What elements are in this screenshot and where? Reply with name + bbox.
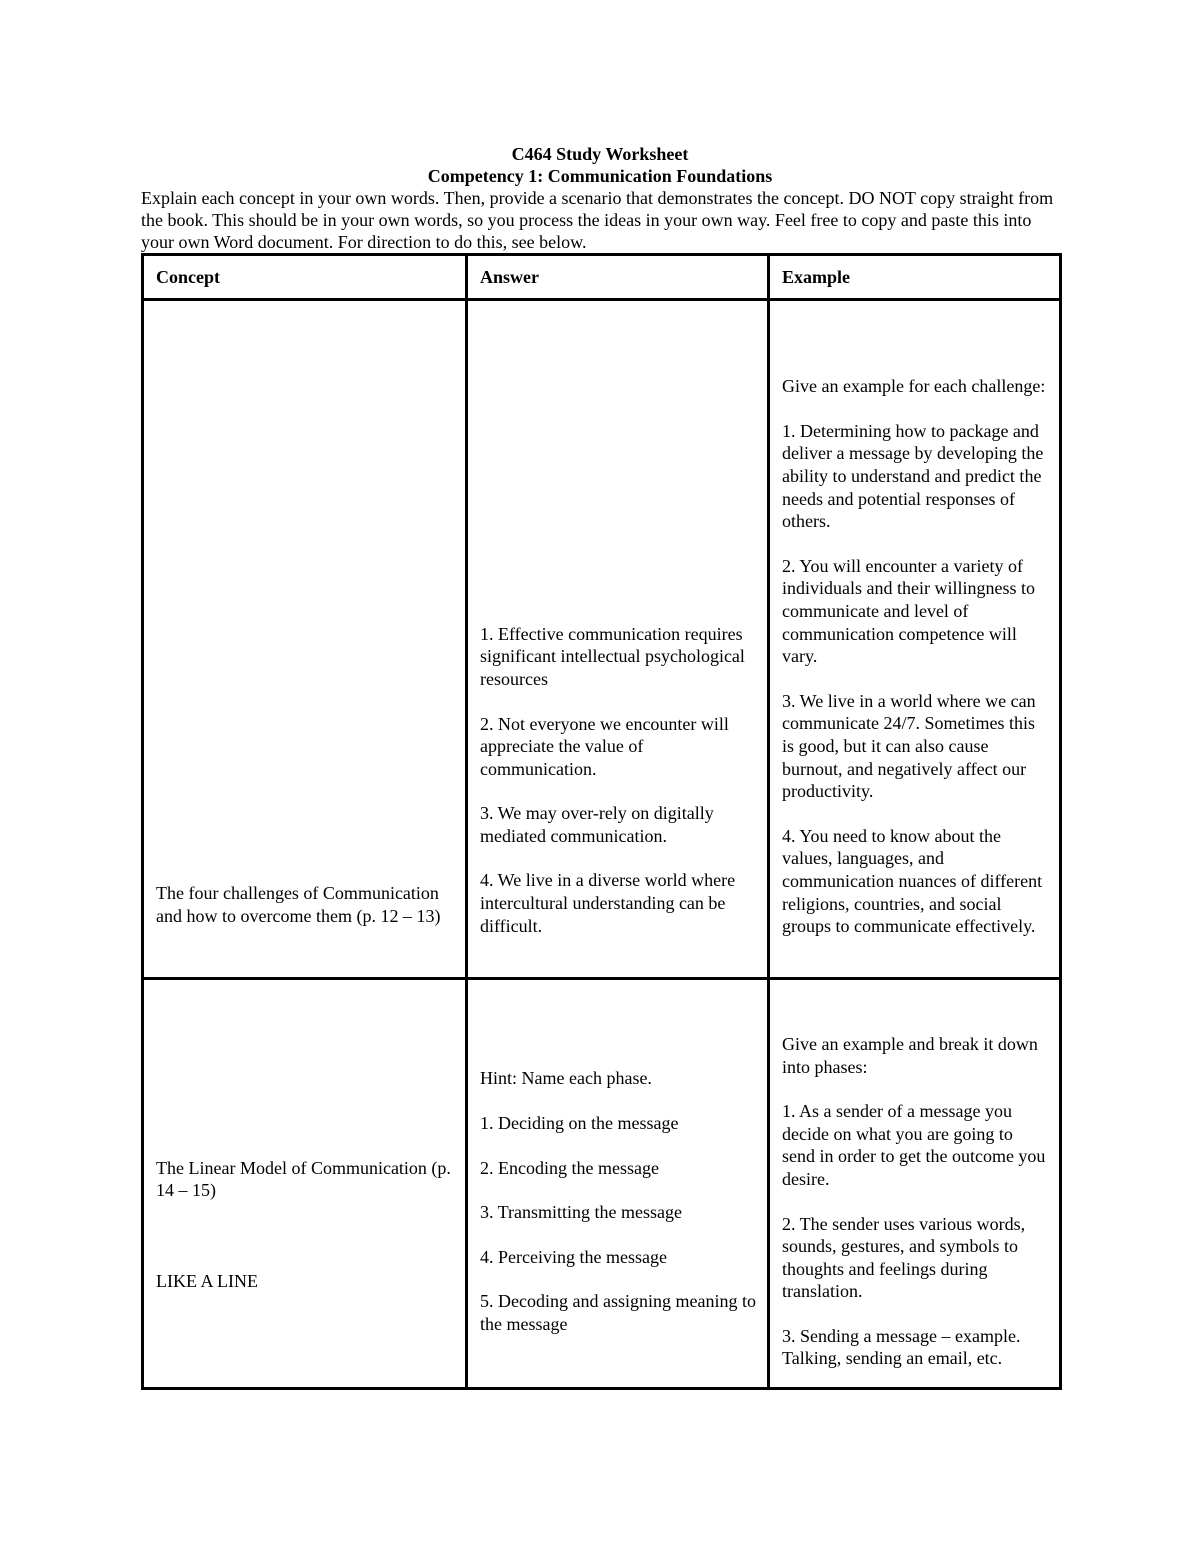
column-header-answer: Answer <box>467 255 769 300</box>
answer-item: 2. Encoding the message <box>480 1157 659 1178</box>
answer-cell <box>467 300 769 979</box>
concept-note: LIKE A LINE <box>156 1270 258 1291</box>
example-item: 2. The sender uses various words, sounds, gestures, and symbols to thoughts and feelings during translation. <box>782 1213 1026 1302</box>
answer-item: 5. Decoding and assigning meaning to the message <box>480 1291 756 1334</box>
table-row-linear-model <box>143 979 1061 1389</box>
column-header-example: Example <box>769 255 1061 300</box>
concept-cell <box>143 300 467 979</box>
answer-item: 2. Not everyone we encounter will appreciate the value of communication. <box>480 713 729 779</box>
competency-subtitle: Competency 1: Communication Foundations <box>427 166 773 186</box>
answer-item: 3. Transmitting the message <box>480 1202 682 1223</box>
answer-item: 1. Deciding on the message <box>480 1113 679 1134</box>
answer-hint: Hint: Name each phase. <box>480 1068 652 1089</box>
answer-item: 4. We live in a diverse world where intercultural understanding can be difficult. <box>480 870 736 936</box>
worksheet-title: C464 Study Worksheet <box>511 144 689 164</box>
answer-cell <box>467 979 769 1389</box>
column-header-concept: Concept <box>143 255 467 300</box>
answer-item: 4. Perceiving the message <box>480 1246 667 1267</box>
example-prompt: Give an example and break it down into phases: <box>782 1033 1038 1077</box>
concept-text: The Linear Model of Communication (p. 14 – 15) <box>156 1157 451 1201</box>
example-item: 3. Sending a message – example. Talking, sending an email, etc. <box>782 1325 1021 1369</box>
instructions-paragraph: Explain each concept in your own words. Then, provide a scenario that demonstrates the concept. DO NOT copy straight from the book. This should be in your own words, so you process the ideas in your own way. Feel free to copy and paste this into your own Word document. For direction to do this, see below. <box>141 188 1054 252</box>
concept-text: The four challenges of Communication and how to overcome them (p. 12 – 13) <box>156 882 441 926</box>
example-item: 4. You need to know about the values, languages, and communication nuances of different religions, countries, and social groups to communicate effectively. <box>782 825 1043 937</box>
page-header <box>141 143 1059 253</box>
worksheet-table <box>141 253 1062 1390</box>
example-cell <box>769 979 1061 1389</box>
answer-item: 3. We may over-rely on digitally mediated communication. <box>480 803 714 846</box>
concept-cell <box>143 979 467 1389</box>
answer-item: 1. Effective communication requires significant intellectual psychological resources <box>480 623 745 689</box>
example-prompt: Give an example for each challenge: <box>782 376 1046 397</box>
example-item: 1. As a sender of a message you decide on what you are going to send in order to get the outcome you desire. <box>782 1101 1046 1189</box>
example-item: 2. You will encounter a variety of individuals and their willingness to communicate and level of communication competence will vary. <box>782 555 1035 667</box>
example-cell <box>769 300 1061 979</box>
example-item: 1. Determining how to package and deliver a message by developing the ability to understand and predict the needs and potential responses of others. <box>782 420 1044 532</box>
table-row-four-challenges <box>143 300 1061 979</box>
table-header-row <box>143 255 1061 300</box>
example-item: 3. We live in a world where we can communicate 24/7. Sometimes this is good, but it can also cause burnout, and negatively affect our productivity. <box>782 690 1036 802</box>
